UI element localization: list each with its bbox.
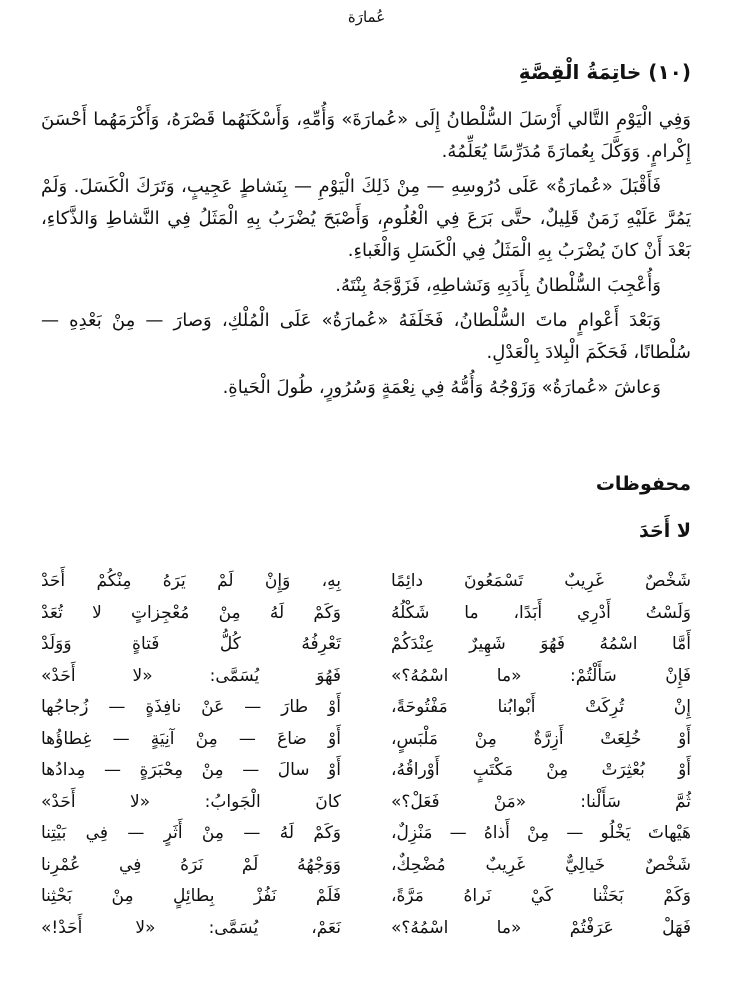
poem [41,566,691,944]
story-paragraph: وَأُعْجِبَ السُّلْطانُ بِأَدَبِهِ وَنَشاطِهِ، فَزَوَّجَهُ بِنْتَهُ. [335,275,661,296]
verse-first-half: وَكَمْ بَحَثْنا كَيْ نَراهُ مَرَّةً، [391,886,691,906]
verse-second-half: وَكَمْ لَهُ مِنْ مُعْجِزاتٍ لا تُعَدْ [41,602,341,623]
verse-first-half: ثُمَّ سَأَلْنا: «مَنْ فَعَلْ؟» [391,791,691,812]
poem-verse [41,692,691,724]
poem-verse [41,787,691,819]
verse-first-half: وَلَسْتُ أَدْرِي أَبَدًا، ما شَكْلُهُ [391,602,691,623]
poem-verse [41,755,691,787]
verse-second-half: وَوَجْهُهُ لَمْ نَرَهُ فِي عُمْرِنا [41,854,341,875]
poem-verse [41,818,691,850]
verse-second-half: أَوْ طارَ — عَنْ نافِذَةٍ — زُجاجُها [41,697,341,717]
verse-second-half: تَعْرِفُهُ كُلُّ فَتاةٍ وَوَلَدْ [41,634,341,654]
poem-verse [41,850,691,882]
verse-second-half: بِهِ، وَإِنْ لَمْ يَرَهُ مِنْكُمْ أَحَدْ [41,571,341,591]
verse-second-half: كانَ الْجَوابُ: «لا أَحَدْ» [41,791,341,812]
verse-first-half: أَوْ خُلِعَتْ أَزِرَّةٌ مِنْ مَلْبَسٍ، [391,728,691,749]
verse-second-half: فَلَمْ نَفُزْ بِطائِلٍ مِنْ بَحْثِنا [41,886,341,906]
story-paragraph: وَفِي الْيَوْمِ التَّالي أَرْسَلَ السُّلْطانُ إِلَى «عُمارَةَ» وَأُمِّهِ، وَأَسْكَنَهُما قَصْرَهُ، وَأَكْرَمَهُما أَحْسَنَ إِكْرامٍ. وَوَكَّلَ بِعُمارَةَ مُدَرِّسًا يُعَلِّمُهُ. [41,109,691,162]
verse-first-half: شَخْصٌ غَرِيبٌ تَسْمَعُونَ دائِمًا [391,571,691,591]
verse-first-half: أَمَّا اسْمُهُ فَهُوَ شَهِيرٌ عِنْدَكُمْ [391,634,691,654]
verse-first-half: هَيْهاتَ يَخْلُو — مِنْ أَذاهُ — مَنْزِلٌ، [391,823,691,843]
poem-title: لا أَحَدَ [639,520,691,542]
verse-second-half: وَكَمْ لَهُ — مِنْ أَثَرٍ — فِي بَيْتِنا [41,823,341,843]
running-head: عُمارَة [347,8,386,26]
verse-second-half: أَوْ ضاعَ — مِنْ آنِيَةٍ — غِطاؤُها [41,728,341,749]
story-paragraph: وَبَعْدَ أَعْوامٍ ماتَ السُّلْطانُ، فَخَلَفَهُ «عُمارَةُ» عَلَى الْمُلْكِ، وَصارَ — مِنْ بَعْدِهِ — سُلْطانًا، فَحَكَمَ الْبِلادَ بِالْعَدْلِ. [41,310,691,363]
poem-verse [41,629,691,661]
verse-second-half: أَوْ سالَ — مِنْ مِحْبَرَةٍ — مِدادُها [41,760,341,780]
verse-first-half: أَوْ بُعْثِرَتْ مِنْ مَكْتَبٍ أَوْراقُهُ، [391,760,691,780]
verse-first-half: فَهَلْ عَرَفْتُمْ «ما اسْمُهُ؟» [391,917,691,938]
story-paragraph: فَأَقْبَلَ «عُمارَةُ» عَلَى دُرُوسِهِ — مِنْ ذَلِكَ الْيَوْمِ — بِنَشاطٍ عَجِيبٍ، وَتَرَكَ الْكَسَلَ. وَلَمْ يَمُرَّ عَلَيْهِ زَمَنٌ قَلِيلٌ، حتَّى بَرَعَ فِي الْعُلُومِ، وَأَصْبَحَ يُضْرَبُ بِهِ الْمَثَلُ فِي النَّشاطِ وَالذَّكاءِ، بَعْدَ أَنْ كانَ يُضْرَبُ بِهِ الْمَثَلُ فِي الْكَسَلِ وَالْغَباءِ. [41,176,691,261]
poem-verse [41,724,691,756]
verse-first-half: شَخْصٌ خَيالِيٌّ غَرِيبٌ مُضْحِكٌ، [391,854,691,875]
verse-first-half: إِنْ تُرِكَتْ أَبْوابُنا مَفْتُوحَةً، [391,697,691,717]
section-title: محفوظات [595,473,691,495]
chapter-title: (١٠) خاتِمَةُ الْقِصَّةِ [518,60,691,84]
verse-first-half: فَإِنْ سَأَلْتُمْ: «ما اسْمُهُ؟» [391,665,691,686]
poem-verse [41,566,691,598]
verse-second-half: فَهُوَ يُسَمَّى: «لا أَحَدْ» [41,665,341,686]
verse-second-half: نَعَمْ، يُسَمَّى: «لا أَحَدْ!» [41,917,341,938]
poem-verse [41,661,691,693]
poem-verse [41,881,691,913]
story-text [41,104,691,407]
poem-verse [41,598,691,630]
poem-verse [41,913,691,945]
story-paragraph: وَعاشَ «عُمارَةُ» وَزَوْجُهُ وَأُمُّهُ فِي نِعْمَةٍ وَسُرُورٍ، طُولَ الْحَياةِ. [222,377,661,398]
